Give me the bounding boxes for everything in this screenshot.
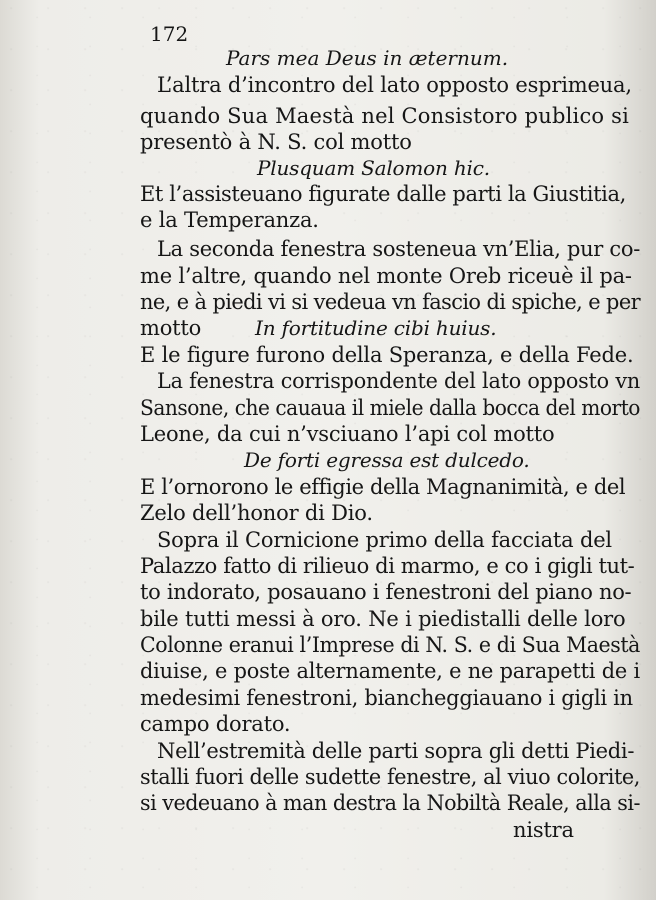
text-line-13: La fenestra corrispondente del lato opposto vn bbox=[157, 369, 641, 393]
text-line-8: me l’altre, quando nel monte Oreb riceuè il pa- bbox=[140, 264, 632, 288]
catchword: nistra bbox=[513, 818, 574, 842]
text-line-3: presentò à N. S. col motto bbox=[140, 130, 412, 154]
text-line-6: e la Temperanza. bbox=[140, 208, 319, 232]
running-title: Pars mea Deus in æternum. bbox=[226, 46, 509, 70]
text-line-15: Leone, da cui n’vsciuano l’api col motto bbox=[140, 422, 555, 446]
motto-line-1: Plusquam Salomon hic. bbox=[257, 156, 490, 180]
text-line-12: E le figure furono della Speranza, e della Fede. bbox=[140, 343, 634, 367]
text-line-9: ne, e à piedi vi si vedeua vn fascio di spiche, e per bbox=[140, 290, 641, 314]
page-number: 172 bbox=[150, 22, 189, 46]
text-line-24: diuise, e poste alternamente, e ne parapetti de i bbox=[140, 659, 640, 683]
text-line-2: quando Sua Maestà nel Consistoro publico si bbox=[140, 104, 630, 128]
text-line-25: medesimi fenestroni, biancheggiauano i gigli in bbox=[140, 686, 633, 710]
text-line-17: E l’ornorono le effigie della Magnanimità, e del bbox=[140, 475, 626, 499]
text-line-5: Et l’assisteuano figurate dalle parti la Giustitia, bbox=[140, 182, 626, 206]
text-line-1: L’altra d’incontro del lato opposto esprimeua, bbox=[157, 73, 632, 97]
text-line-18: Zelo dell’honor di Dio. bbox=[140, 501, 373, 525]
text-line-22: bile tutti messi à oro. Ne i piedistalli delle loro bbox=[140, 607, 626, 631]
motto-line-2: In fortitudine cibi huius. bbox=[255, 316, 497, 340]
text-line-10: motto bbox=[140, 316, 202, 340]
text-line-19: Sopra il Cornicione primo della facciata del bbox=[157, 528, 612, 552]
text-line-7: La seconda fenestra sosteneua vn’Elia, pur co- bbox=[157, 237, 641, 261]
text-line-27: Nell’estremità delle parti sopra gli detti Piedi- bbox=[157, 739, 635, 763]
motto-line-3: De forti egressa est dulcedo. bbox=[244, 448, 530, 472]
text-line-23: Colonne eranui l’Imprese di N. S. e di Sua Maestà bbox=[140, 633, 641, 657]
text-line-21: to indorato, posauano i fenestroni del piano no- bbox=[140, 580, 632, 604]
text-line-29: si vedeuano à man destra la Nobiltà Reale, alla si- bbox=[140, 791, 640, 815]
text-line-20: Palazzo fatto di rilieuo di marmo, e co i gigli tut- bbox=[140, 554, 635, 578]
text-line-14: Sansone, che cauaua il miele dalla bocca del morto bbox=[140, 396, 640, 420]
text-line-26: campo dorato. bbox=[140, 712, 291, 736]
text-line-28: stalli fuori delle sudette fenestre, al viuo colorite, bbox=[140, 765, 641, 789]
